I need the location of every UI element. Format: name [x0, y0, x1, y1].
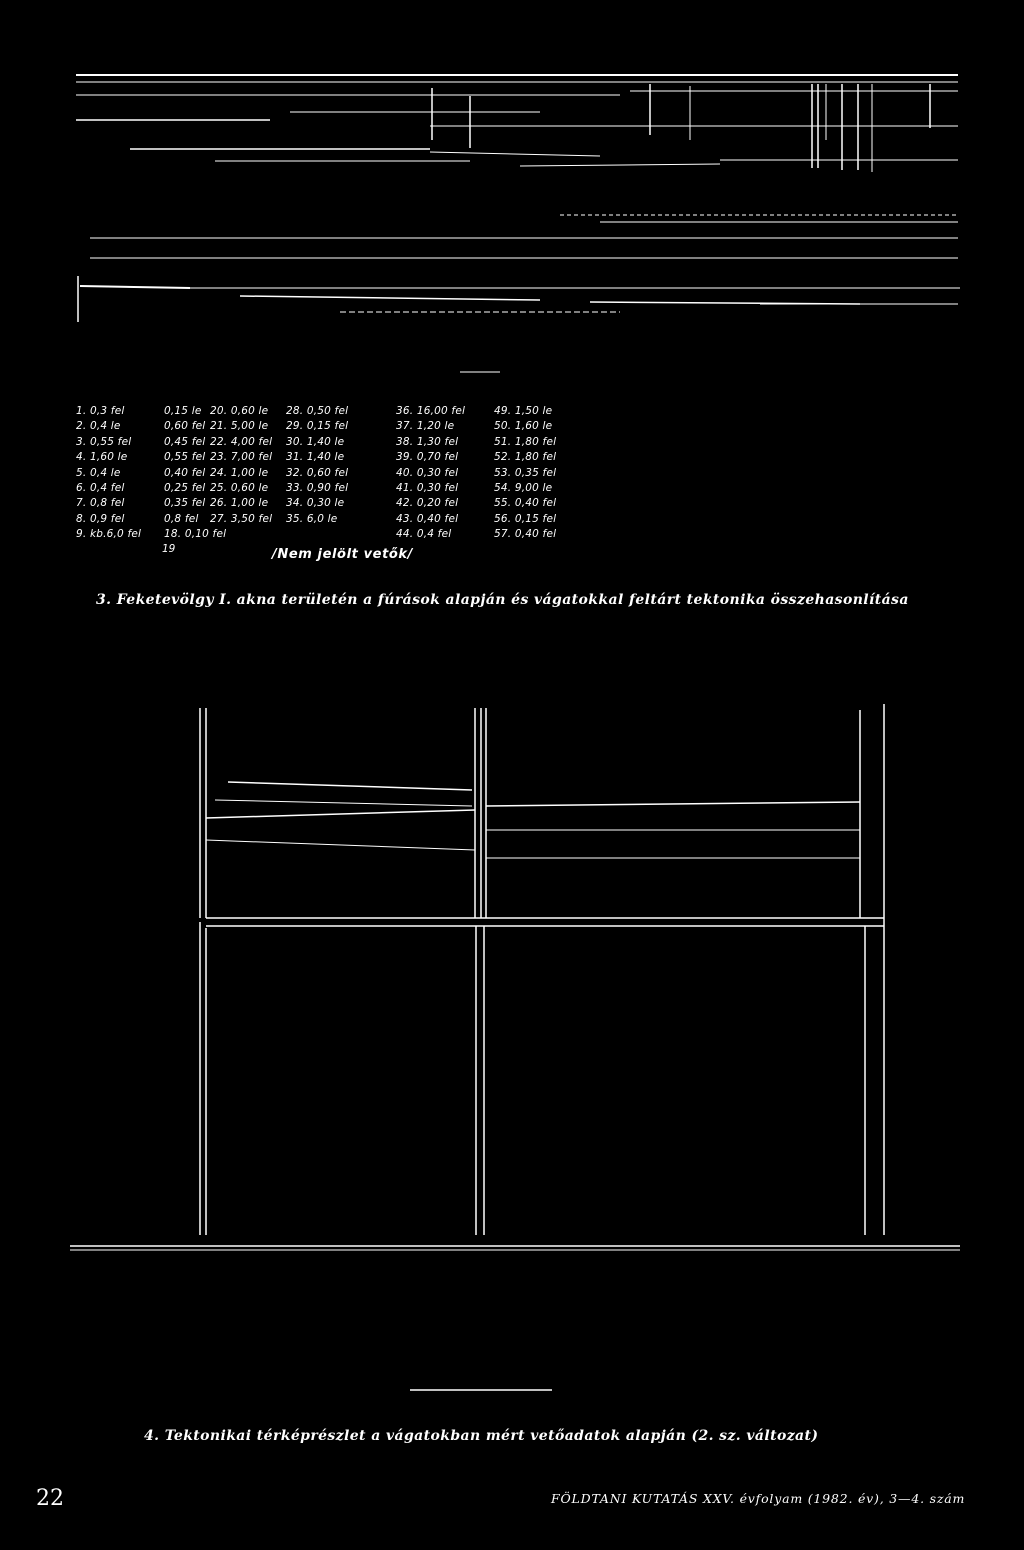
- fault-entry: 34. 0,30 le: [286, 497, 345, 510]
- fault-entry: 0,25 fel: [164, 481, 206, 494]
- fault-entry: 0,35 fel: [164, 497, 206, 510]
- fault-entry: 39. 0,70 fel: [396, 451, 459, 464]
- fault-label-19: 19: [162, 543, 176, 555]
- fault-entry: 0,40 fel: [164, 466, 206, 479]
- fault-entry: 44. 0,4 fel: [396, 528, 452, 541]
- fault-entry: 38. 1,30 fel: [396, 435, 459, 448]
- fault-entry: 0,55 fel: [164, 451, 206, 464]
- fault-entry: 33. 0,90 fel: [286, 481, 349, 494]
- fault-entry: 41. 0,30 fel: [396, 481, 459, 494]
- fault-entry: 20. 0,60 le: [210, 405, 269, 417]
- fault-entry: 31. 1,40 le: [286, 451, 345, 464]
- fault-entry: 53. 0,35 fel: [494, 466, 557, 479]
- fault-entry: 1. 0,3 fel: [76, 405, 125, 417]
- fault-entry: 40. 0,30 fel: [396, 466, 459, 479]
- fault-entry: 3. 0,55 fel: [76, 435, 132, 448]
- fault-entry: 35. 6,0 le: [286, 512, 338, 525]
- fault-entry: 23. 7,00 fel: [210, 451, 273, 464]
- fault-column-3: [210, 404, 272, 527]
- fault-entry: 18. 0,10 fel: [164, 528, 227, 541]
- fault-entry: 55. 0,40 fel: [494, 497, 557, 510]
- fault-list: [76, 404, 596, 564]
- fault-entry: 49. 1,50 le: [494, 405, 553, 417]
- fault-entry: 56. 0,15 fel: [494, 512, 557, 525]
- fault-entry: 0,45 fel: [164, 435, 206, 448]
- figure4-caption: 4. Tektonikai térképrészlet a vágatokban mért vetőadatok alapján (2. sz. változat): [144, 1428, 819, 1444]
- fault-entry: 27. 3,50 fel: [210, 512, 273, 525]
- fault-entry: 0,8 fel: [164, 512, 199, 525]
- page-number: 22: [36, 1486, 64, 1511]
- fault-entry: 0,60 fel: [164, 420, 206, 433]
- fault-entry: 28. 0,50 fel: [286, 405, 349, 417]
- fault-entry: 24. 1,00 le: [210, 466, 269, 479]
- figure3-caption: 3. Feketevölgy I. akna területén a fúrások alapján és vágatokkal feltárt tektonika összehasonlítása: [96, 592, 909, 608]
- figure3-line-drawing: [0, 0, 1024, 400]
- fault-entry: 7. 0,8 fel: [76, 497, 125, 510]
- fault-entry: 42. 0,20 fel: [396, 497, 459, 510]
- fault-entry: 32. 0,60 fel: [286, 466, 349, 479]
- fault-column-5: [396, 404, 465, 543]
- unmarked-faults-note: /Nem jelölt vetők/: [272, 547, 414, 562]
- fault-entry: 54. 9,00 le: [494, 481, 553, 494]
- fault-entry: 37. 1,20 le: [396, 420, 455, 433]
- fault-entry: 4. 1,60 le: [76, 451, 128, 464]
- fault-entry: 0,15 le: [164, 405, 202, 417]
- fault-entry: 30. 1,40 le: [286, 435, 345, 448]
- fault-column-6: [494, 404, 556, 543]
- journal-footer: FÖLDTANI KUTATÁS XXV. évfolyam (1982. év), 3—4. szám: [551, 1491, 966, 1506]
- fault-entry: 52. 1,80 fel: [494, 451, 557, 464]
- fault-entry: 57. 0,40 fel: [494, 528, 557, 541]
- fault-entry: 50. 1,60 le: [494, 420, 553, 433]
- caption-rule: [0, 1380, 1024, 1400]
- fault-entry: 8. 0,9 fel: [76, 512, 125, 525]
- fault-entry: 51. 1,80 fel: [494, 435, 557, 448]
- fault-entry: 6. 0,4 fel: [76, 481, 125, 494]
- fault-entry: 5. 0,4 le: [76, 466, 121, 479]
- fault-entry: 25. 0,60 le: [210, 481, 269, 494]
- figure4-map-drawing: [0, 690, 1024, 1310]
- fault-entry: 22. 4,00 fel: [210, 435, 273, 448]
- fault-entry: 2. 0,4 le: [76, 420, 121, 433]
- fault-entry: 43. 0,40 fel: [396, 512, 459, 525]
- fault-entry: 29. 0,15 fel: [286, 420, 349, 433]
- fault-column-1: [76, 404, 141, 543]
- fault-entry: 9. kb.6,0 fel: [76, 528, 142, 541]
- fault-entry: 36. 16,00 fel: [396, 405, 466, 417]
- fault-entry: 21. 5,00 le: [210, 420, 269, 433]
- fault-column-4: [286, 404, 348, 527]
- fault-entry: 26. 1,00 le: [210, 497, 269, 510]
